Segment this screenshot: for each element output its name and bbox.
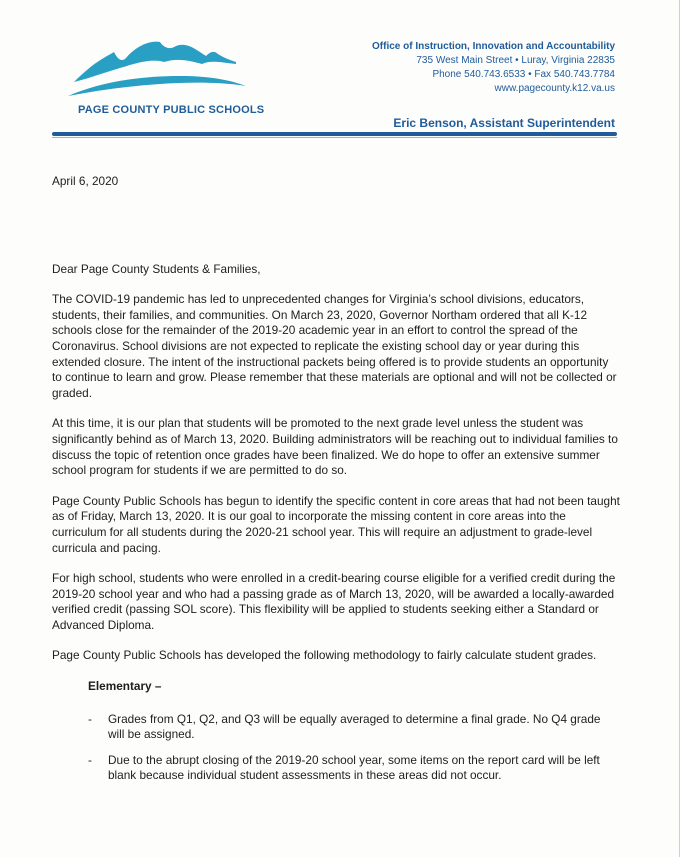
letter-greeting: Dear Page County Students & Families, (52, 261, 261, 276)
office-phone-fax: Phone 540.743.6533 • Fax 540.743.7784 (432, 69, 615, 80)
paragraph-grading-methodology: Page County Public Schools has developed the following methodology to fairly calculate student grades. (52, 648, 597, 663)
bullet-dash: - (88, 752, 92, 767)
list-item (88, 712, 620, 743)
office-address: 735 West Main Street • Luray, Virginia 22835 (416, 55, 615, 66)
letterhead-logo (60, 32, 265, 124)
bullet-dash: - (88, 711, 92, 726)
signer-name: Eric Benson, Assistant Superintendent (393, 116, 615, 130)
office-contact-block (372, 40, 615, 96)
elementary-bullet-list (52, 712, 620, 784)
paragraph-missing-content: Page County Public Schools has begun to identify the specific content in core areas that had not been taught as of Friday, March 13, 2020. It is our goal to incorporate the missing content in core areas into the curriculum for all students during the 2020-21 school year. This will require an adjustment to grade-level curricula and pacing. (52, 493, 620, 555)
bullet-text: Grades from Q1, Q2, and Q3 will be equally averaged to determine a final grade. No Q4 grade will be assigned. (108, 711, 601, 742)
bullet-text: Due to the abrupt closing of the 2019-20 school year, some items on the report card will be left blank because individual student assessments in these areas did not occur. (108, 752, 600, 783)
section-heading-elementary: Elementary – (88, 679, 162, 694)
list-item (88, 753, 620, 784)
letter-date: April 6, 2020 (52, 174, 119, 188)
paragraph-high-school-credit: For high school, students who were enrolled in a credit-bearing course eligible for a verified credit during the 2019-20 school year and who had a passing grade as of March 13, 2020, will be awarded a locally-awarded verified credit (passing SOL score). This flexibility will be applied to students seeking either a Standard or Advanced Diploma. (52, 571, 616, 632)
org-name: PAGE COUNTY PUBLIC SCHOOLS (78, 104, 265, 116)
letterhead-divider (52, 132, 617, 136)
letterhead-divider-thin (52, 137, 617, 138)
paragraph-promotion: At this time, it is our plan that students will be promoted to the next grade level unless the student was significantly behind as of March 13, 2020. Building administrators will be reaching out to individual families to discuss the topic of retention once grades have been finalized. We do hope to offer an extensive summer school program for students if we are permitted to do so. (52, 416, 618, 478)
mountain-range-logo-icon (60, 32, 260, 102)
office-website: www.pagecounty.k12.va.us (494, 83, 615, 94)
paragraph-covid-closure: The COVID-19 pandemic has led to unprecedented changes for Virginia’s school divisions, educators, students, their families, and communities. On March 23, 2020, Governor Northam ordered that all K-12 schools close for the remainder of the 2019-20 academic year in an effort to control the spread of the Coronavirus. School divisions are not expected to replicate the existing school day or year during this extended closure. The intent of the instructional packets being offered is to provide students an opportunity to continue to learn and grow. Please remember that these materials are optional and will not be collected or graded. (52, 292, 617, 400)
office-title: Office of Instruction, Innovation and Accountability (372, 41, 615, 52)
letter-body (52, 174, 620, 794)
